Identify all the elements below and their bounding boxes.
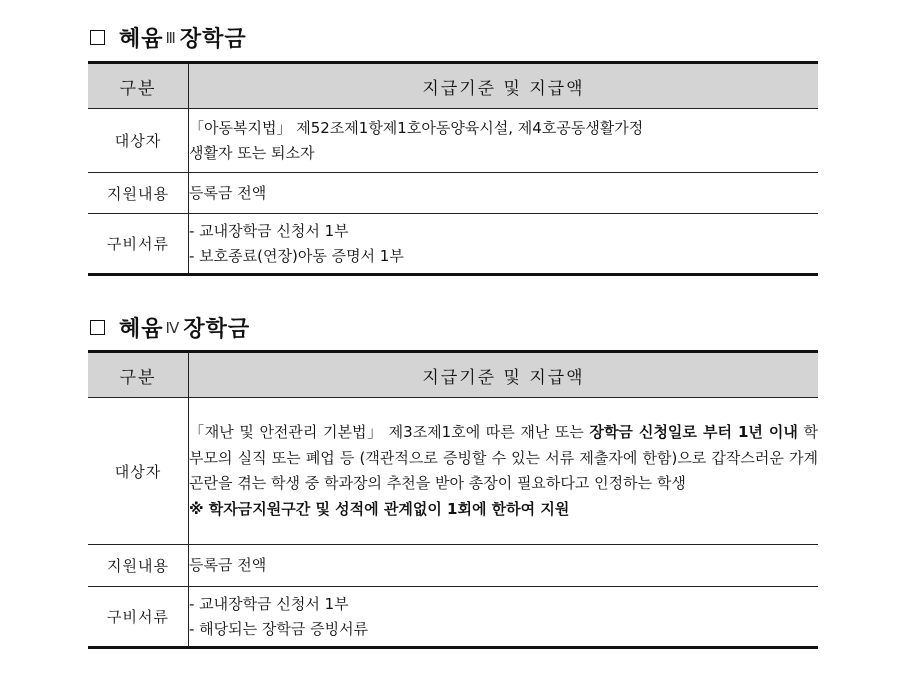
section2-title-prefix: 혜윰 (119, 317, 164, 342)
section2-title-roman: Ⅳ (165, 318, 181, 337)
row-value-docs (189, 587, 819, 648)
section1-table (88, 61, 818, 276)
target-text-b: 학부모의 실직 또는 폐업 등 (객관적으로 증빙할 수 있는 서류 제출자에 한함)으로 갑작스러운 가계 곤란을 겪는 학생 중 학과장의 추천을 받아 총장이 필요하다고 인정하는 학생 (189, 423, 818, 492)
row-value-target (189, 398, 819, 545)
target-text-a: 「재난 및 안전관리 기본법」 제3조제1호에 따른 재난 또는 (189, 423, 590, 441)
section2-title (90, 312, 250, 343)
header-category: 구분 (88, 352, 189, 398)
header-criteria: 지급기준 및 지급액 (189, 352, 819, 398)
table-row-target (88, 398, 818, 545)
table-row-support (88, 173, 818, 214)
row-value-docs (189, 214, 819, 275)
row-label-target: 대상자 (88, 109, 189, 173)
table-header-row (88, 352, 818, 398)
section2-title-suffix: 장학금 (183, 317, 251, 342)
checkbox-square-icon (90, 320, 105, 335)
docs-line-1: - 교내장학금 신청서 1부 (189, 594, 349, 613)
docs-line-2: - 해당되는 장학금 증빙서류 (189, 619, 369, 638)
table-row-docs (88, 587, 818, 648)
section1-title (90, 22, 247, 53)
header-criteria: 지급기준 및 지급액 (189, 63, 819, 109)
table-row-target (88, 109, 818, 173)
row-label-target: 대상자 (88, 398, 189, 545)
target-note: ※ 학자금지원구간 및 성적에 관계없이 1회에 한하여 지원 (189, 499, 570, 518)
row-label-support: 지원내용 (88, 173, 189, 214)
checkbox-square-icon (90, 30, 105, 45)
row-label-docs: 구비서류 (88, 587, 189, 648)
row-label-support: 지원내용 (88, 545, 189, 587)
target-line-1: 「아동복지법」 제52조제1항제1호아동양육시설, 제4호공동생활가정 (189, 118, 644, 137)
row-label-docs: 구비서류 (88, 214, 189, 275)
table-row-docs (88, 214, 818, 275)
docs-line-2: - 보호종료(연장)아동 증명서 1부 (189, 246, 404, 265)
section1-title-prefix: 혜윰 (119, 27, 164, 52)
row-value-support: 등록금 전액 (189, 545, 819, 587)
target-text-bold: 장학금 신청일로 부터 1년 이내 (589, 423, 798, 441)
row-value-target (189, 109, 819, 173)
header-category: 구분 (88, 63, 189, 109)
row-value-support: 등록금 전액 (189, 173, 819, 214)
table-row-support (88, 545, 818, 587)
table-header-row (88, 63, 818, 109)
docs-line-1: - 교내장학금 신청서 1부 (189, 221, 349, 240)
section1-title-roman: Ⅲ (165, 28, 177, 47)
section1-title-suffix: 장학금 (179, 27, 247, 52)
section2-table (88, 350, 818, 649)
target-line-2: 생활자 또는 퇴소자 (189, 143, 315, 162)
